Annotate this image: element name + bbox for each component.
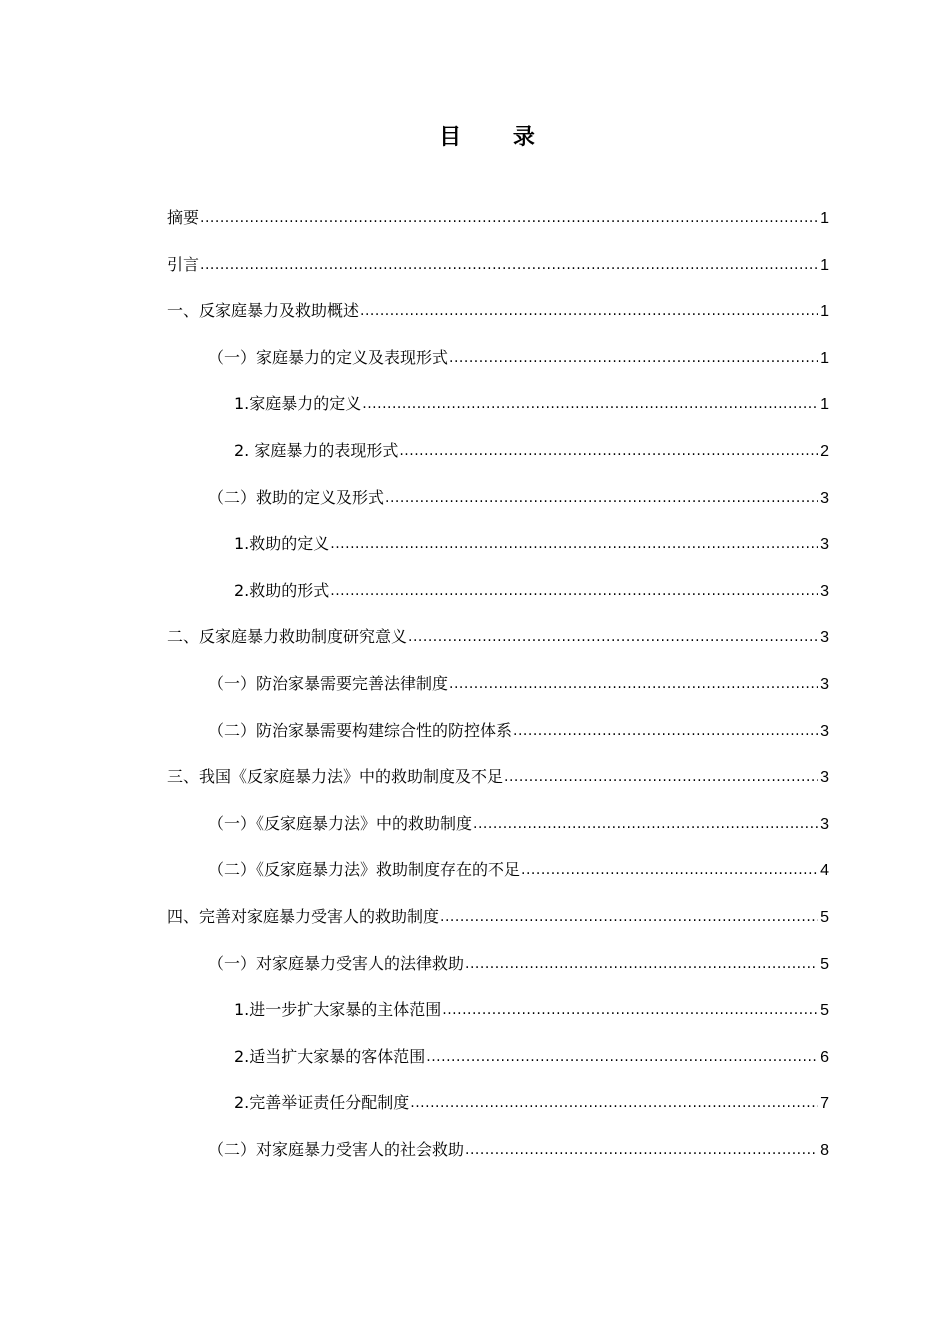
toc-page-number: 6 [820,1048,829,1066]
toc-dot-leader [330,580,818,602]
toc-entry-text: （二）《反家庭暴力法》救助制度存在的不足 [208,860,521,880]
toc-dot-leader [449,347,818,369]
toc-page-number: 5 [820,908,829,926]
toc-entry-text: 三、我国《反家庭暴力法》中的救助制度及不足 [167,767,504,787]
toc-entry[interactable] [167,347,829,394]
toc-page-number: 2 [820,442,829,460]
toc-title: 目 录 [439,125,557,150]
toc-entry[interactable] [167,254,829,301]
toc-dot-leader [200,254,818,276]
toc-dot-leader [513,720,818,742]
toc-page-number: 3 [820,489,829,507]
toc-entry[interactable] [167,487,829,534]
toc-entry-text: 二、反家庭暴力救助制度研究意义 [167,627,408,647]
toc-dot-leader [399,440,818,462]
toc-entry[interactable] [167,300,829,347]
toc-entry-text: （二）对家庭暴力受害人的社会救助 [208,1139,465,1159]
toc-dot-leader [408,626,818,648]
toc-entry-text: 2. 家庭暴力的表现形式 [234,440,399,460]
toc-page-number: 3 [820,629,829,647]
toc-dot-leader [442,999,818,1021]
toc-entry-text: （二）救助的定义及形式 [208,487,385,507]
toc-entry-text: （一）防治家暴需要完善法律制度 [208,673,449,693]
toc-page-number: 3 [820,582,829,600]
toc-page-number: 3 [820,722,829,740]
toc-entry[interactable] [167,859,829,906]
toc-entry[interactable] [167,393,829,440]
toc-list [167,207,829,1185]
toc-entry[interactable] [167,207,829,254]
toc-entry-text: 1.进一步扩大家暴的主体范围 [234,1000,442,1020]
toc-dot-leader [385,487,818,509]
toc-entry-text: 四、完善对家庭暴力受害人的救助制度 [167,906,440,926]
toc-entry[interactable] [167,766,829,813]
toc-entry-text: 引言 [167,254,200,274]
toc-entry-text: （二）防治家暴需要构建综合性的防控体系 [208,720,513,740]
toc-dot-leader [330,533,818,555]
toc-page-number: 8 [820,1141,829,1159]
toc-entry-text: （一）对家庭暴力受害人的法律救助 [208,953,465,973]
toc-entry[interactable] [167,999,829,1046]
toc-entry-text: 2.适当扩大家暴的客体范围 [234,1046,426,1066]
toc-dot-leader [410,1092,818,1114]
toc-entry[interactable] [167,580,829,627]
toc-page-number: 5 [820,955,829,973]
toc-page-number: 1 [820,256,829,274]
toc-entry[interactable] [167,1092,829,1139]
toc-entry-text: 摘要 [167,208,200,227]
toc-entry-text: （一）《反家庭暴力法》中的救助制度 [208,813,473,833]
toc-dot-leader [473,813,818,835]
toc-page-number: 1 [820,210,829,227]
toc-entry[interactable] [167,953,829,1000]
toc-page-number: 1 [820,303,829,321]
toc-page-number: 3 [820,769,829,787]
toc-entry[interactable] [167,673,829,720]
toc-dot-leader [360,300,818,322]
toc-entry-text: 1.救助的定义 [234,534,330,554]
toc-dot-leader [504,766,818,788]
toc-page-number: 5 [820,1002,829,1020]
toc-page-number: 7 [820,1095,829,1113]
toc-dot-leader [426,1046,818,1068]
toc-entry[interactable] [167,440,829,487]
toc-entry[interactable] [167,1139,829,1186]
toc-entry[interactable] [167,720,829,767]
toc-page-number: 3 [820,536,829,554]
toc-entry-text: 一、反家庭暴力及救助概述 [167,301,360,321]
toc-entry[interactable] [167,533,829,580]
toc-dot-leader [465,953,818,975]
toc-page-number: 3 [820,675,829,693]
toc-dot-leader [362,393,818,415]
toc-dot-leader [200,207,818,229]
toc-entry[interactable] [167,813,829,860]
toc-dot-leader [521,859,818,881]
toc-dot-leader [440,906,818,928]
toc-entry[interactable] [167,626,829,673]
toc-page-number: 1 [820,396,829,414]
toc-entry-text: 2.完善举证责任分配制度 [234,1093,410,1113]
toc-dot-leader [449,673,818,695]
toc-page-number: 4 [820,862,829,880]
toc-page-number: 1 [820,349,829,367]
toc-dot-leader [465,1139,818,1161]
toc-page-number: 3 [820,815,829,833]
toc-entry-text: （一）家庭暴力的定义及表现形式 [208,347,449,367]
toc-entry[interactable] [167,1046,829,1093]
toc-entry[interactable] [167,906,829,953]
toc-entry-text: 2.救助的形式 [234,580,330,600]
toc-entry-text: 1.家庭暴力的定义 [234,394,362,414]
